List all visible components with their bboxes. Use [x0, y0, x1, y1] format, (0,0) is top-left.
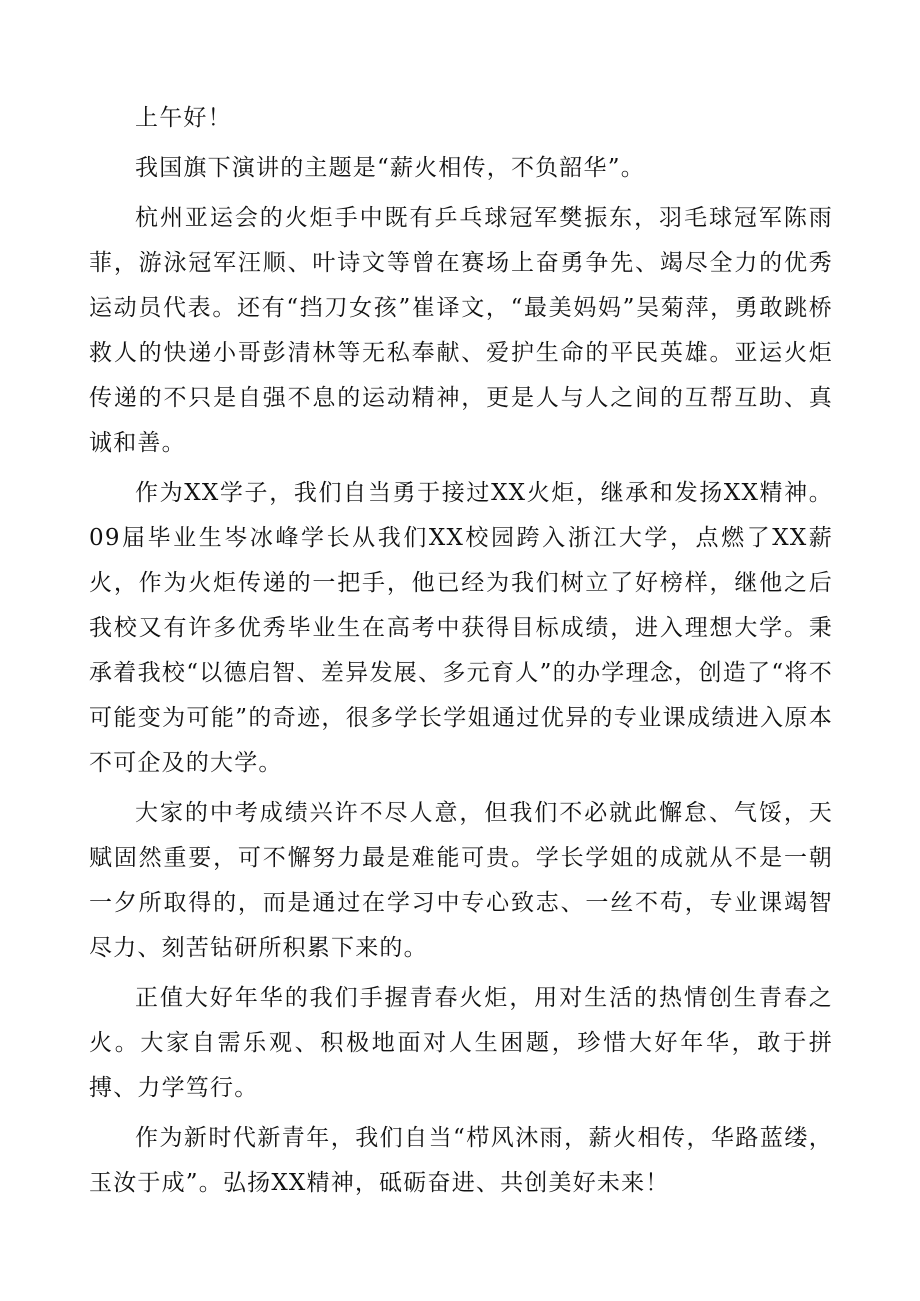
paragraph-torchbearers: 杭州亚运会的火炬手中既有乒乓球冠军樊振东，羽毛球冠军陈雨菲，游泳冠军汪顺、叶诗文等曾在赛场上奋勇争先、竭尽全力的优秀运动员代表。还有“挡刀女孩”崔译文，“最美妈妈”吴菊萍，勇敢跳桥救人的快递小哥彭清林等无私奉献、爱护生命的平民英雄。亚运火炬传递的不只是自强不息的运动精神，更是人与人之间的互帮互助、真诚和善。	[89, 205, 833, 456]
paragraph-greeting: 上午好！	[135, 105, 232, 131]
paragraph-closing: 作为新时代新青年，我们自当“栉风沐雨，薪火相传，华路蓝缕，玉汝于成”。弘扬XX精神，砥砺奋进、共创美好未来！	[89, 1125, 833, 1196]
paragraph-school-spirit: 作为XX学子，我们自当勇于接过XX火炬，继承和发扬XX精神。09届毕业生岑冰峰学长从我们XX校园跨入浙江大学，点燃了XX薪火，作为火炬传递的一把手，他已经为我们树立了好榜样，继他之后我校又有许多优秀毕业生在高考中获得目标成绩，进入理想大学。秉承着我校“以德启智、差异发展、多元育人”的办学理念，创造了“将不可能变为可能”的奇迹，很多学长学姐通过优异的专业课成绩进入原本不可企及的大学。	[89, 480, 833, 776]
paragraph-effort: 大家的中考成绩兴许不尽人意，但我们不必就此懈怠、气馁，天赋固然重要，可不懈努力最是难能可贵。学长学姐的成就从不是一朝一夕所取得的，而是通过在学习中专心致志、一丝不苟，专业课竭智尽力、刻苦钻研所积累下来的。	[89, 800, 833, 961]
paragraph-theme: 我国旗下演讲的主题是“薪火相传，不负韶华”。	[135, 155, 645, 181]
paragraph-youth: 正值大好年华的我们手握青春火炬，用对生活的热情创生青春之火。大家自需乐观、积极地面对人生困题，珍惜大好年华，敢于拼搏、力学笃行。	[89, 985, 833, 1101]
speech-body	[89, 96, 833, 1206]
